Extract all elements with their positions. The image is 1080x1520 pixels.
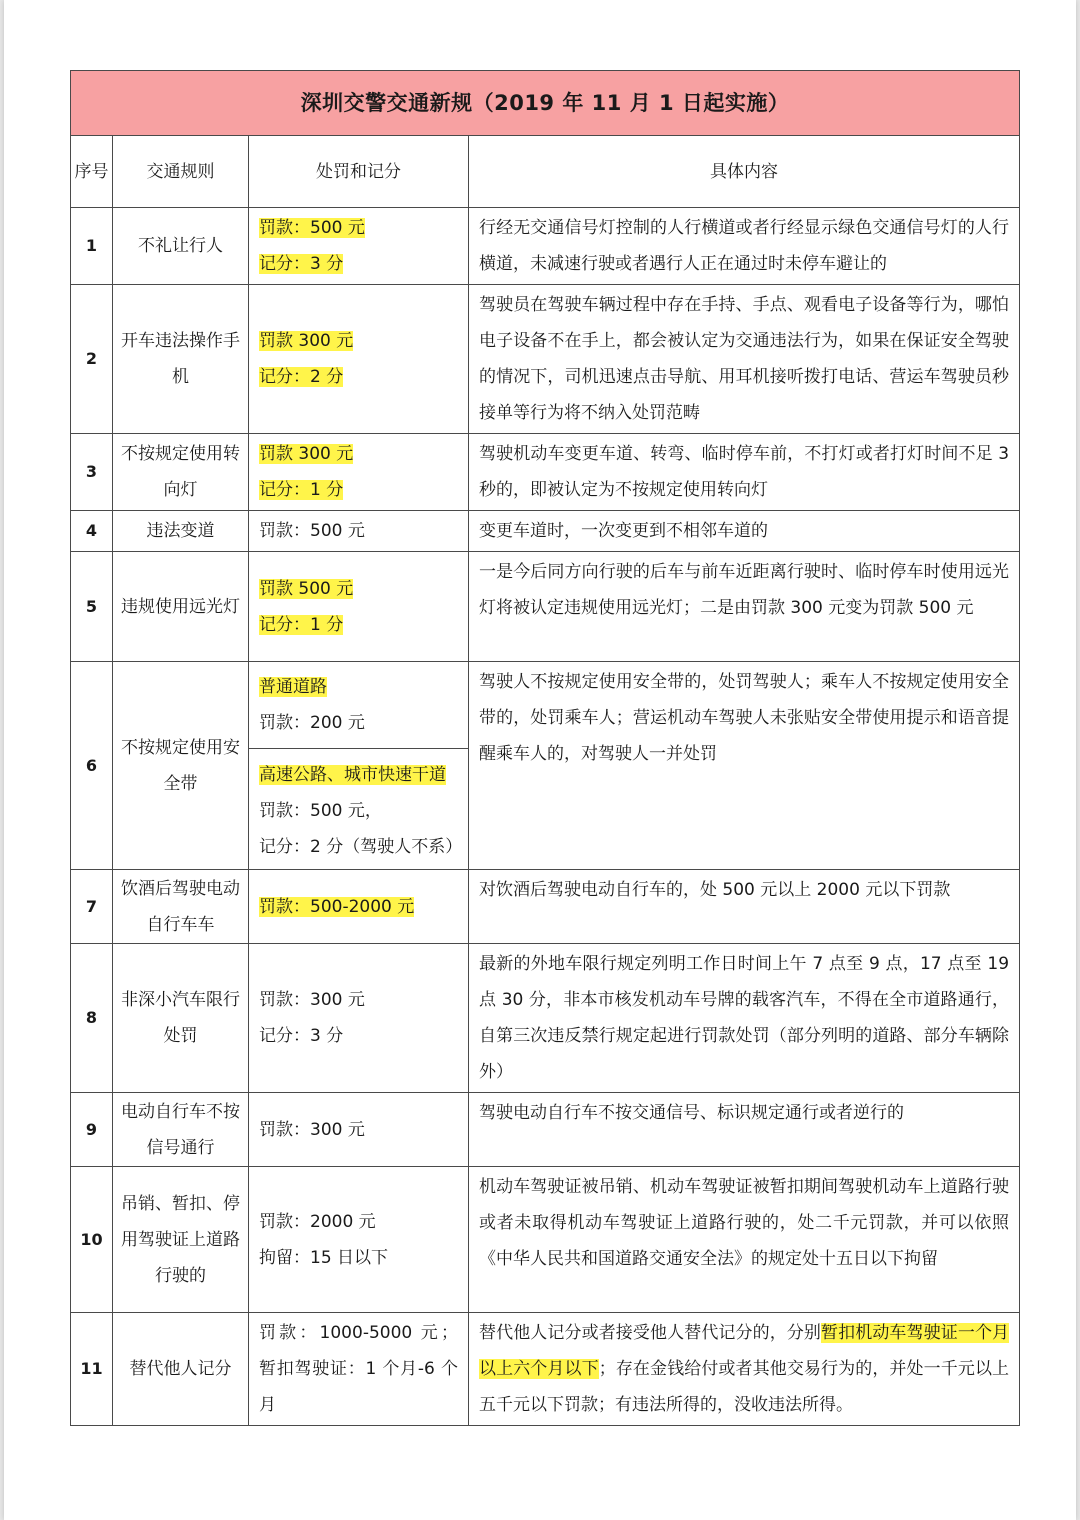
penalty-line: 罚款：300 元: [259, 1119, 365, 1140]
row-num: 2: [71, 285, 113, 434]
penalty-line: 罚款：2000 元: [259, 1211, 376, 1232]
rule-detail: 驾驶员在驾驶车辆过程中存在手持、手点、观看电子设备等行为，哪怕电子设备不在手上，都会被认定为交通违法行为，如果在保证安全驾驶的情况下，司机迅速点击导航、用耳机接听拨打电话、营运车驾驶员秒接单等行为将不纳入处罚范畴: [469, 285, 1020, 434]
penalty-subcell-normal-road: [249, 663, 468, 749]
penalty-cell: [249, 1313, 469, 1426]
penalty-cell: [249, 1167, 469, 1313]
page-title: 深圳交警交通新规（2019 年 11 月 1 日起实施）: [71, 71, 1020, 136]
penalty-line: 罚款 300 元: [259, 444, 354, 464]
penalty-cell: [249, 511, 469, 552]
rule-name: 违规使用远光灯: [113, 552, 249, 662]
penalty-line: 记分：1 分: [259, 480, 344, 500]
penalty-line: 罚款 300 元: [259, 331, 354, 351]
detail-part: 替代他人记分或者接受他人替代记分的，分别: [479, 1323, 822, 1343]
penalty-line: 拘留：15 日以下: [259, 1247, 389, 1268]
penalty-subcell-expressway: [249, 749, 468, 869]
table-row: [71, 552, 1020, 662]
penalty-line: 罚款：500 元: [259, 521, 365, 541]
penalty-cell: [249, 944, 469, 1093]
table-row: [71, 285, 1020, 434]
rule-name: 不按规定使用安全带: [113, 662, 249, 870]
row-num: 6: [71, 662, 113, 870]
rule-name: 电动自行车不按信号通行: [113, 1093, 249, 1167]
table-row: [71, 434, 1020, 511]
table-row: [71, 1167, 1020, 1313]
penalty-line: 罚款 500 元: [259, 578, 354, 599]
header-penalty: 处罚和记分: [249, 136, 469, 208]
row-num: 3: [71, 434, 113, 511]
penalty-line: 记分：3 分: [259, 1026, 344, 1046]
document-page: [4, 0, 1076, 1520]
rule-detail: 机动车驾驶证被吊销、机动车驾驶证被暂扣期间驾驶机动车上道路行驶或者未取得机动车驾驶证上道路行驶的，处二千元罚款，并可以依照《中华人民共和国道路交通安全法》的规定处十五日以下拘留: [469, 1167, 1020, 1313]
table-row: [71, 208, 1020, 285]
rule-detail: 一是今后同方向行驶的后车与前车近距离行驶时、临时停车时使用远光灯将被认定违规使用远光灯；二是由罚款 300 元变为罚款 500 元: [469, 552, 1020, 662]
rule-name: 饮酒后驾驶电动自行车车: [113, 870, 249, 944]
rule-detail: 行经无交通信号灯控制的人行横道或者行经显示绿色交通信号灯的人行横道，未减速行驶或者遇行人正在通过时未停车避让的: [469, 208, 1020, 285]
penalty-line: 普通道路: [259, 676, 327, 697]
table-row: [71, 944, 1020, 1093]
traffic-rules-table: [70, 70, 1020, 1426]
rule-detail: 驾驶电动自行车不按交通信号、标识规定通行或者逆行的: [469, 1093, 1020, 1167]
penalty-cell: [249, 208, 469, 285]
penalty-line: 罚款：300 元: [259, 990, 365, 1010]
table-row: [71, 1093, 1020, 1167]
penalty-cell: [249, 1093, 469, 1167]
rule-name: 不按规定使用转向灯: [113, 434, 249, 511]
rule-detail: 驾驶人不按规定使用安全带的，处罚驾驶人；乘车人不按规定使用安全带的，处罚乘车人；营运机动车驾驶人未张贴安全带使用提示和语音提醒乘车人的，对驾驶人一并处罚: [469, 662, 1020, 870]
rule-name: 吊销、暂扣、停用驾驶证上道路行驶的: [113, 1167, 249, 1313]
table-row: [71, 1313, 1020, 1426]
rule-name: 不礼让行人: [113, 208, 249, 285]
penalty-line: 罚款：500 元: [259, 218, 365, 238]
rule-detail: 驾驶机动车变更车道、转弯、临时停车前，不打灯或者打灯时间不足 3 秒的，即被认定为不按规定使用转向灯: [469, 434, 1020, 511]
header-detail: 具体内容: [469, 136, 1020, 208]
header-rule: 交通规则: [113, 136, 249, 208]
penalty-line: 记分：2 分（驾驶人不系）: [259, 836, 463, 857]
penalty-line: 记分：1 分: [259, 614, 344, 635]
penalty-cell: [249, 552, 469, 662]
penalty-line: 罚款：200 元: [259, 712, 365, 733]
title-row: [71, 71, 1020, 136]
penalty-line: 记分：3 分: [259, 254, 344, 274]
row-num: 4: [71, 511, 113, 552]
header-row: [71, 136, 1020, 208]
penalty-line: 高速公路、城市快速干道: [259, 764, 446, 785]
rule-name: 非深小汽车限行处罚: [113, 944, 249, 1093]
row-num: 9: [71, 1093, 113, 1167]
row-num: 11: [71, 1313, 113, 1426]
penalty-cell: [249, 285, 469, 434]
penalty-cell: [249, 870, 469, 944]
rule-detail: 对饮酒后驾驶电动自行车的，处 500 元以上 2000 元以下罚款: [469, 870, 1020, 944]
penalty-cell: [249, 434, 469, 511]
rule-detail: 变更车道时，一次变更到不相邻车道的: [469, 511, 1020, 552]
table-row: [71, 662, 1020, 870]
detail-highlight: 暂扣机动车驾驶证一个月以上六个月以下: [479, 1323, 1010, 1379]
rule-detail: [469, 1313, 1020, 1426]
penalty-line: 罚款：500-2000 元: [259, 896, 415, 917]
detail-part: ；存在金钱给付或者其他交易行为的，并处一千元以上五千元以下罚款；有违法所得的，没收违法所得。: [479, 1359, 1010, 1415]
row-num: 8: [71, 944, 113, 1093]
table-row: [71, 511, 1020, 552]
penalty-text: 罚款：1000-5000 元；暂扣驾驶证：1 个月-6 个月: [259, 1323, 458, 1415]
row-num: 1: [71, 208, 113, 285]
penalty-line: 记分：2 分: [259, 367, 344, 387]
header-num: 序号: [71, 136, 113, 208]
rule-name: 替代他人记分: [113, 1313, 249, 1426]
table-row: [71, 870, 1020, 944]
penalty-line: 罚款：500 元，: [259, 800, 382, 821]
row-num: 10: [71, 1167, 113, 1313]
row-num: 7: [71, 870, 113, 944]
rule-name: 开车违法操作手机: [113, 285, 249, 434]
penalty-cell: [249, 662, 469, 870]
rule-detail: 最新的外地车限行规定列明工作日时间上午 7 点至 9 点，17 点至 19 点 30 分，非本市核发机动车号牌的载客汽车，不得在全市道路通行，自第三次违反禁行规定起进行罚款处罚（部分列明的道路、部分车辆除外）: [469, 944, 1020, 1093]
row-num: 5: [71, 552, 113, 662]
rule-name: 违法变道: [113, 511, 249, 552]
